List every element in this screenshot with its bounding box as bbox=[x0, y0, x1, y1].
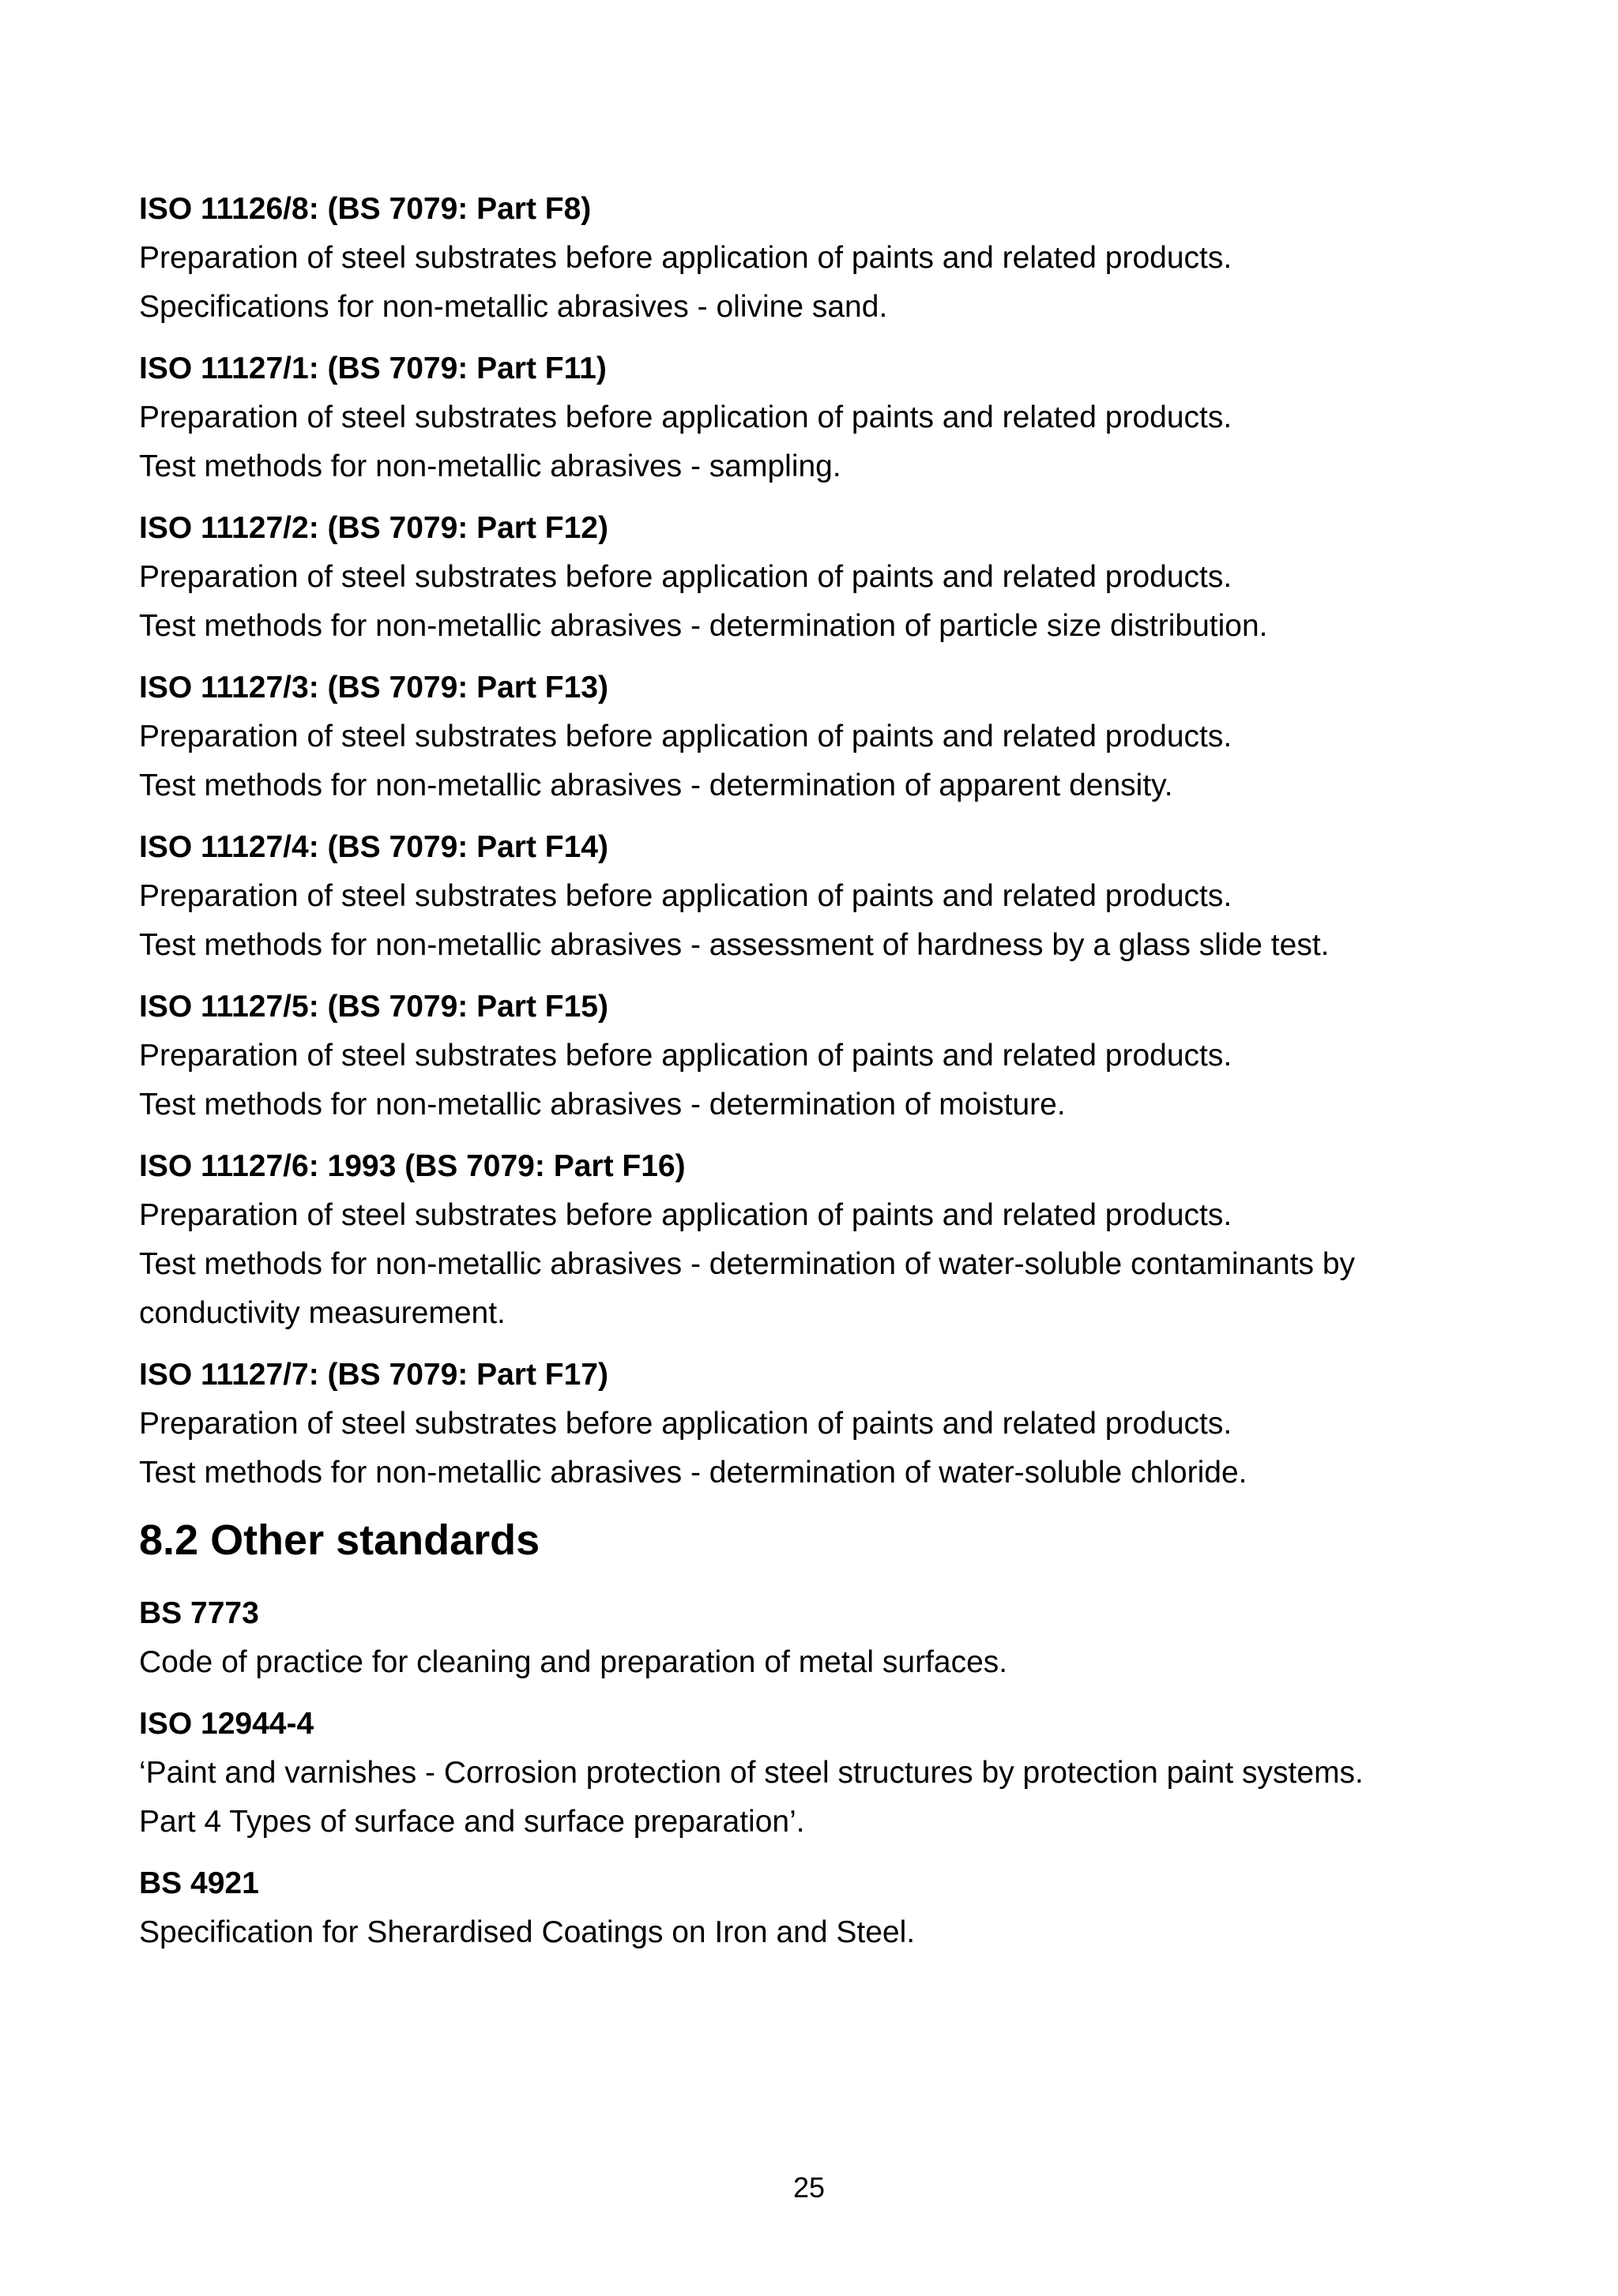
page-number: 25 bbox=[792, 2171, 826, 2204]
standard-entry bbox=[139, 823, 1482, 970]
standard-description-line: Test methods for non-metallic abrasives - determination of apparent density. bbox=[139, 768, 1173, 802]
standard-description-line: Specifications for non-metallic abrasives - olivine sand. bbox=[139, 290, 888, 324]
section-heading: 8.2 Other standards bbox=[139, 1516, 540, 1564]
standard-description-line: Test methods for non-metallic abrasives - determination of water-soluble chloride. bbox=[139, 1456, 1247, 1490]
standard-code: ISO 11127/6: 1993 (BS 7079: Part F16) bbox=[139, 1149, 686, 1183]
standard-code: ISO 11127/3: (BS 7079: Part F13) bbox=[139, 671, 608, 705]
standard-description-line: Test methods for non-metallic abrasives - determination of particle size distribution. bbox=[139, 609, 1268, 643]
standard-entry bbox=[139, 504, 1482, 651]
standard-code: ISO 11127/7: (BS 7079: Part F17) bbox=[139, 1358, 608, 1392]
other-standards-list bbox=[139, 1589, 1482, 1957]
standards-list bbox=[139, 185, 1482, 1497]
standard-code: ISO 11127/5: (BS 7079: Part F15) bbox=[139, 990, 608, 1024]
standard-entry bbox=[139, 983, 1482, 1129]
standard-code: BS 4921 bbox=[139, 1866, 259, 1900]
standard-entry bbox=[139, 1351, 1482, 1497]
standard-entry bbox=[139, 344, 1482, 491]
standard-description-line: Preparation of steel substrates before application of paints and related products. bbox=[139, 720, 1232, 753]
standard-description-line: Preparation of steel substrates before application of paints and related products. bbox=[139, 400, 1232, 434]
standard-description-line: Preparation of steel substrates before application of paints and related products. bbox=[139, 879, 1232, 913]
standard-description-line: Specification for Sherardised Coatings on Iron and Steel. bbox=[139, 1915, 916, 1949]
standard-entry bbox=[139, 1142, 1482, 1338]
standard-description-line: Preparation of steel substrates before application of paints and related products. bbox=[139, 241, 1232, 275]
standard-code: ISO 11127/1: (BS 7079: Part F11) bbox=[139, 351, 607, 385]
standard-code: ISO 12944-4 bbox=[139, 1707, 314, 1741]
document-page bbox=[139, 185, 1482, 1970]
standard-code: BS 7773 bbox=[139, 1596, 259, 1630]
standard-description-line: Preparation of steel substrates before application of paints and related products. bbox=[139, 1407, 1232, 1441]
standard-description-line: Part 4 Types of surface and surface preparation’. bbox=[139, 1805, 805, 1839]
standard-entry bbox=[139, 1859, 1482, 1957]
standard-description-line: Preparation of steel substrates before application of paints and related products. bbox=[139, 1198, 1232, 1232]
standard-code: ISO 11127/4: (BS 7079: Part F14) bbox=[139, 830, 608, 864]
standard-description-line: Test methods for non-metallic abrasives - determination of moisture. bbox=[139, 1088, 1066, 1122]
standard-description-line: Test methods for non-metallic abrasives - assessment of hardness by a glass slide test. bbox=[139, 928, 1330, 962]
standard-description-line: conductivity measurement. bbox=[139, 1296, 506, 1330]
standard-entry bbox=[139, 1589, 1482, 1687]
standard-description-line: Preparation of steel substrates before application of paints and related products. bbox=[139, 560, 1232, 594]
standard-code: ISO 11126/8: (BS 7079: Part F8) bbox=[139, 192, 592, 226]
standard-entry bbox=[139, 185, 1482, 332]
standard-entry bbox=[139, 1700, 1482, 1847]
standard-entry bbox=[139, 663, 1482, 810]
standard-description-line: Test methods for non-metallic abrasives - sampling. bbox=[139, 449, 841, 483]
standard-description-line: Test methods for non-metallic abrasives - determination of water-soluble contaminants by bbox=[139, 1247, 1356, 1281]
standard-description-line: Code of practice for cleaning and preparation of metal surfaces. bbox=[139, 1645, 1008, 1679]
standard-description-line: Preparation of steel substrates before application of paints and related products. bbox=[139, 1039, 1232, 1073]
standard-description-line: ‘Paint and varnishes - Corrosion protection of steel structures by protection paint systems. bbox=[139, 1756, 1364, 1790]
standard-code: ISO 11127/2: (BS 7079: Part F12) bbox=[139, 511, 608, 545]
